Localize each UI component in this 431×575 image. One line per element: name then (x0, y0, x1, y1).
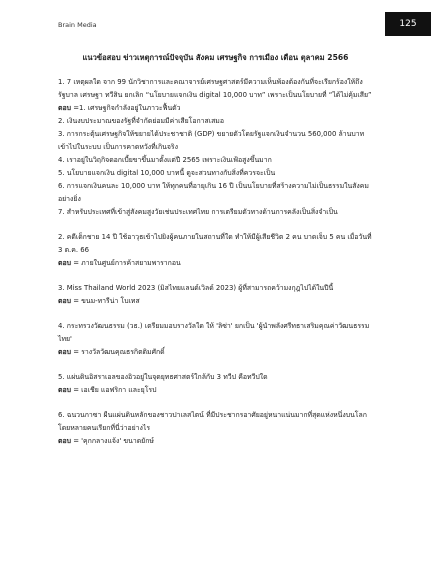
list-item: 5. นโยบายแจกเงิน digital 10,000 บาทนี้ ดูจะสวนทางกับสิ่งที่ควรจะเป็น (58, 169, 276, 177)
answer-text: = 'คุกกลางแจ้ง' ขนาดยักษ์ (73, 437, 154, 445)
page-header (0, 0, 431, 44)
question-5 (58, 371, 376, 397)
question-text: 5. แผ่นดินอิสราเอลของอิวอยู่ในจุดยุทธศาสตร์ใกล้กับ 3 ทวีป คือทวีปใด (58, 373, 268, 381)
question-list (58, 76, 376, 460)
question-1 (58, 76, 376, 219)
list-item: 4. เราอยู่ในวิฤกิจดอกเบี้ยขาขึ้นมาตั้งแต่ปี 2565 เพราะเงินเฟ้อสูงขึ้นมาก (58, 156, 272, 164)
list-item: 6. การแจกเงินคนละ 10,000 บาท ให้ทุกคนที่อายุเกิน 16 ปี เป็นนโยบายที่สร้างความไม่เป็นธรรมในสังคมอย่างยิ่ง (58, 182, 369, 203)
question-text: 4. กระทรวงวัฒนธรรม (วธ.) เตรียมมอบรางวัลใด ให้ 'ลิซ่า' ยกเป็น 'ผู้นำพลังศรีทธาเสริมคุณค่าวัฒนธรรมไทย' (58, 322, 370, 343)
question-text: 6. ฉนวนกาซา ผืนแผ่นดินหลักของชาวปาเลสไตน์ ที่มีประชากรอาศัยอยู่หนาแน่นมากที่สุดแห่งหนึ่งบนโลก โดยหลายคนเรียกที่นี่ว่าอย่างไร (58, 411, 367, 432)
answer-line (58, 435, 376, 448)
question-2 (58, 231, 376, 270)
brand-name: Brain Media (58, 21, 97, 29)
list-item: 3. การกระตุ้นเศรษฐกิจให้ขยายได้ประชาชาติ (GDP) ขยายตัวโดยรัฐแจกเงินจำนวน 560,000 ล้านบาทเข้าไปในระบบ เป็นการคาดหวังที่เกินจริง (58, 130, 365, 151)
page-number-badge: 125 (385, 12, 431, 36)
list-item: 2. เงินงบประมาณของรัฐที่จำกัดย่อมมีค่าเสียโอกาสเสมอ (58, 117, 224, 125)
answer-text: = ขนม-ทารีน่า โบเทส (73, 297, 140, 305)
answer-label: ตอบ (58, 348, 71, 356)
answer-label: ตอบ (58, 297, 71, 305)
answer-line (58, 384, 376, 397)
answer-label: ตอบ (58, 259, 71, 267)
question-text: 1. 7 เหตุผลใด จาก 99 นักวิชาการและคณาจารย์เศรษฐศาสตร์มีความเห็นพ้องต้องกันที่จะเรียกร้องให้ถึง รัฐบาล เศรษฐา ทวีสิน ยกเลิก “นโยบายแจกเงิน digital 10,000 บาท” เพราะเป็นนโยบายที่ “ได้ไม่คุ้มเสีย” (58, 78, 372, 99)
document-title: แนวข้อสอบ ข่าวเหตุการณ์ปัจจุบัน สังคม เศรษฐกิจ การเมือง เดือน ตุลาคม 2566 (82, 53, 349, 62)
list-item: 7. สำหรับประเทศที่เข้าสู่สังคมสูงวัยเช่นประเทศไทย การเตรียมตัวทางด้านการคลังเป็นสิ่งจำเป็น (58, 208, 338, 216)
question-6 (58, 409, 376, 448)
question-4 (58, 320, 376, 359)
answer-text: =1. เศรษฐกิจกำลังอยู่ในภาวะฟื้นตัว (73, 104, 181, 112)
question-text: 2. คดีเด็กชาย 14 ปี ใช้อาวุธเข้าไปยิงผู้คนภายในสถานที่ใด ทำให้มีผู้เสียชีวิต 2 คน บาดเจ็บ 5 คน เมื่อวันที่ 3 ต.ค. 66 (58, 233, 372, 254)
answer-text: = รางวัลวัฒนคุณธรกิตติมศักดิ์ (73, 348, 165, 356)
question-3 (58, 282, 376, 308)
answer-line (58, 102, 376, 115)
answer-line (58, 257, 376, 270)
answer-text: = ภายในศูนย์การค้าสยามพารากอน (73, 259, 181, 267)
answer-label: ตอบ (58, 386, 71, 394)
question-text: 3. Miss Thailand World 2023 (มิสไทยแลนด์เวิลด์ 2023) ผู้ที่สามารถคว้ามงกุฎไปได้ในปีนี้ (58, 284, 334, 292)
answer-line (58, 295, 376, 308)
answer-text: = เอเชีย แอฟริกา และยุโรป (73, 386, 157, 394)
answer-line (58, 346, 376, 359)
answer-label: ตอบ (58, 104, 71, 112)
answer-label: ตอบ (58, 437, 71, 445)
